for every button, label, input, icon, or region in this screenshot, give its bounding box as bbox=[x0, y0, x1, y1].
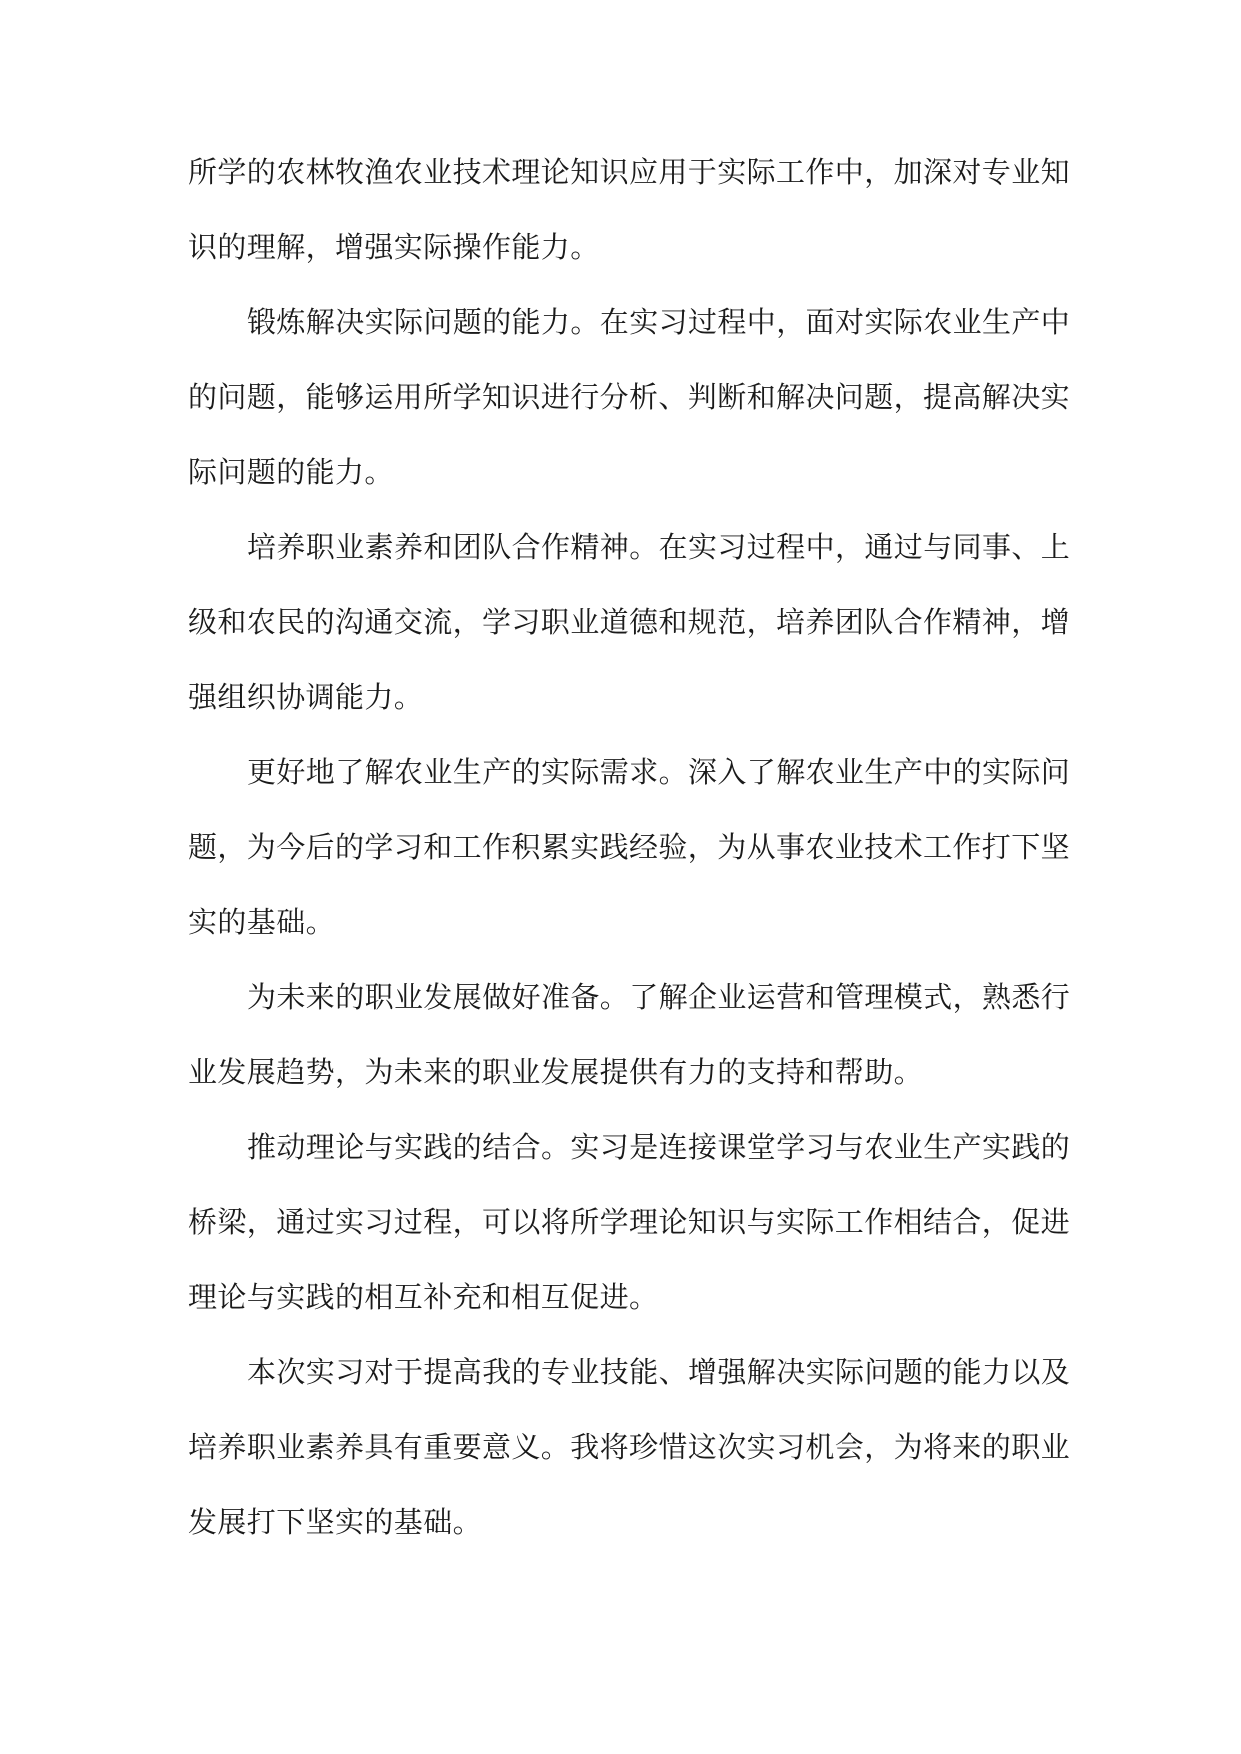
paragraph-career-prep bbox=[188, 967, 1071, 1117]
text-line: 题，为今后的学习和工作积累实践经验，为从事农业技术工作打下坚 bbox=[188, 830, 1071, 864]
text-line: 的问题，能够运用所学知识进行分析、判断和解决问题，提高解决实 bbox=[188, 380, 1071, 414]
text-line: 际问题的能力。 bbox=[188, 455, 394, 489]
text-line: 本次实习对于提高我的专业技能、增强解决实际问题的能力以及 bbox=[247, 1355, 1071, 1389]
text-line: 桥梁，通过实习过程，可以将所学理论知识与实际工作相结合，促进 bbox=[188, 1205, 1071, 1239]
paragraph-teamwork bbox=[188, 517, 1071, 742]
text-line: 实的基础。 bbox=[188, 905, 336, 939]
text-line: 发展打下坚实的基础。 bbox=[188, 1505, 483, 1539]
paragraph-problem-solving bbox=[188, 292, 1071, 517]
text-line: 级和农民的沟通交流，学习职业道德和规范，培养团队合作精神，增 bbox=[188, 605, 1071, 639]
paragraph-continuation bbox=[188, 142, 1071, 292]
text-line: 强组织协调能力。 bbox=[188, 680, 424, 714]
text-line: 为未来的职业发展做好准备。了解企业运营和管理模式，熟悉行 bbox=[247, 980, 1071, 1014]
paragraph-theory-practice bbox=[188, 1117, 1071, 1342]
text-line: 更好地了解农业生产的实际需求。深入了解农业生产中的实际问 bbox=[247, 755, 1071, 789]
document-body bbox=[188, 142, 1071, 1567]
text-line: 培养职业素养具有重要意义。我将珍惜这次实习机会，为将来的职业 bbox=[188, 1430, 1071, 1464]
text-line: 业发展趋势，为未来的职业发展提供有力的支持和帮助。 bbox=[188, 1055, 924, 1089]
text-line: 锻炼解决实际问题的能力。在实习过程中，面对实际农业生产中 bbox=[247, 305, 1071, 339]
paragraph-production-needs bbox=[188, 742, 1071, 967]
text-line: 培养职业素养和团队合作精神。在实习过程中，通过与同事、上 bbox=[247, 530, 1071, 564]
paragraph-conclusion bbox=[188, 1342, 1071, 1567]
text-line: 推动理论与实践的结合。实习是连接课堂学习与农业生产实践的 bbox=[247, 1130, 1071, 1164]
text-line: 识的理解，增强实际操作能力。 bbox=[188, 230, 600, 264]
text-line: 理论与实践的相互补充和相互促进。 bbox=[188, 1280, 659, 1314]
text-line: 所学的农林牧渔农业技术理论知识应用于实际工作中，加深对专业知 bbox=[188, 155, 1071, 189]
